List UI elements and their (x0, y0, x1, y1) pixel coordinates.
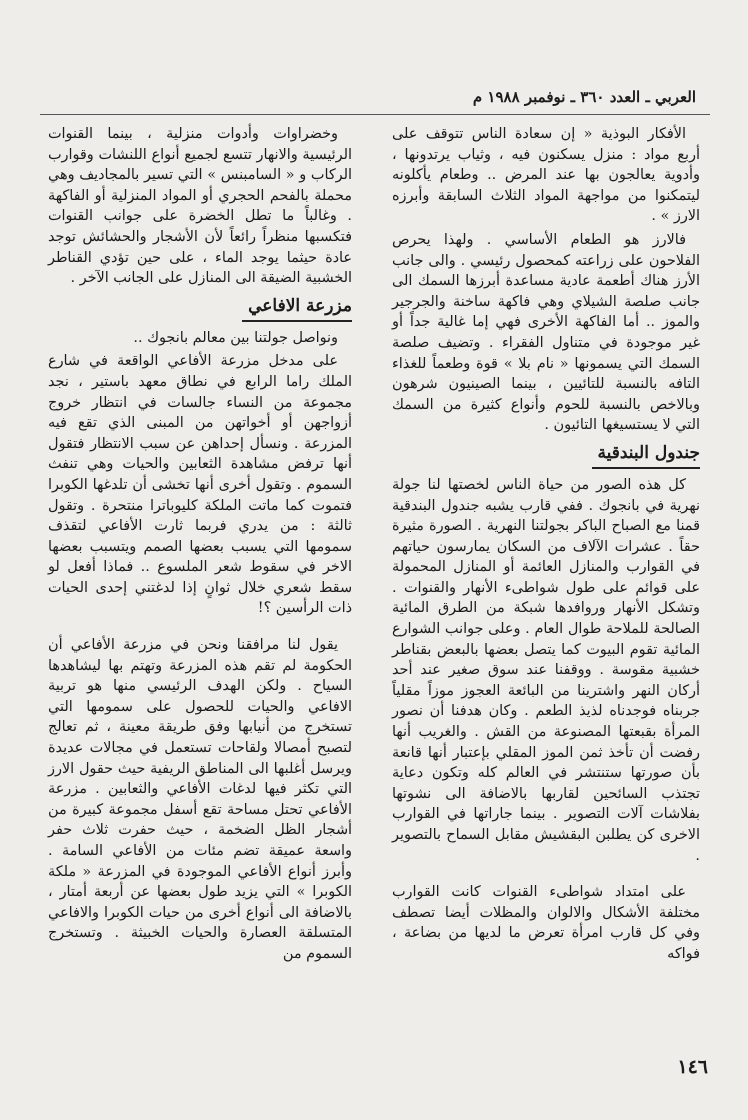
section-heading-text: مزرعة الافاعي (242, 293, 352, 322)
paragraph: الأفكار البوذية « إن سعادة الناس تتوقف على أربع مواد : منزل يسكنون فيه ، وثياب يرتدونها ، وأدوية يعالجون بها عند المرض .. وطعام يأكلونه ليتمكنوا من مواجهة المواد الثلاث السابقة وأبرزه الارز » . (392, 126, 700, 225)
paragraph: على مدخل مزرعة الأفاعي الواقعة في شارع الملك راما الرابع في نطاق معهد باستير ، نجد مجموعة من النساء جالسات في انتظار خروج أزواجهن أو أخواتهن من المبنى الذي تقع فيه المزرعة . ونسأل إحداهن عن سبب الانتظار فتقول أنها ترفض مشاهدة الثعابين والحيات وهي تنفث السموم . وتقول أخرى أنها تخشى أن تلدغها الكوبرا فتموت كما ماتت الملكة كليوباترا منتحرة . وتقول ثالثة : من يدري فربما ثارت الأفاعي لتقذف سمومها التي يسبب بعضها الصمم ويتسبب بعضها الاخر في سقوط شعر الملسوع .. فماذا أفعل لو سقط شعري خلال ثوانٍ إذا لدغتني إحدى الحيات ذات الرأسين ؟! (48, 353, 352, 617)
paragraph: على امتداد شواطىء القنوات كانت القوارب مختلفة الأشكال والالوان والمظلات أيضا تصطف وفي كل قارب امرأة تعرض ما لديها من بضاعة ، فواكه (392, 884, 700, 962)
right-column (392, 124, 700, 965)
section-heading-snake-farm (48, 293, 352, 322)
section-heading-gondola (392, 440, 700, 469)
section-heading-text: جندول البندقية (592, 440, 701, 469)
paragraph: وخضراوات وأدوات منزلية ، بينما القنوات الرئيسية والانهار تتسع لجميع أنواع اللنشات وقوارب الركاب و « السامبنس » التي تسير بالمجاديف وهي محملة بالفحم الحجري أو المواد المنزلية أو الفاكهة . وغالباً ما تطل الخضرة على جوانب القنوات فتكسبها منظراً رائعاً لأن الأشجار والحشائش توجد عادة حيثما يوجد الماء ، على حين تؤدي القناطر الخشبية الضيقة الى المنازل على الجانب الآخر . (48, 126, 352, 287)
paragraph: ونواصل جولتنا بين معالم بانجوك .. (133, 329, 338, 346)
page-number: ١٤٦ (677, 1056, 708, 1078)
header-rule (40, 114, 710, 115)
running-header: العربي ـ العدد ٣٦٠ ـ نوفمبر ١٩٨٨ م (472, 88, 696, 106)
paragraph: يقول لنا مرافقنا ونحن في مزرعة الأفاعي أن الحكومة لم تقم هذه المزرعة وتهتم بها ليشاهدها السياح . ولكن الهدف الرئيسي منها هو تربية الافاعي والحيات للحصول على سمومها التي تستخرج من أنيابها وفق طريقة معينة ، ثم تعالج لتصبح أمصالا ولقاحات تستعمل في مجالات عديدة ويرسل أغلبها الى المناطق الريفية حيث حقول الارز التي تكثر فيها لدغات الأفاعي والثعابين . مزرعة الأفاعي تحتل مساحة تقع أسفل مجموعة كبيرة من أشجار الظل الضخمة ، حيث حفرت ثلاث حفر واسعة عميقة تضم مئات من الأفاعي السامة . وأبرز أنواع الأفاعي الموجودة في المزرعة « ملكة الكوبرا » التي يزيد طول بعضها عن أربعة أمتار ، بالاضافة الى أنواع أخرى من حيات الكوبرا والافاعي المتسلقة العصارة والحيات الخبيثة . وتستخرج السموم من (48, 637, 352, 962)
paragraph: كل هذه الصور من حياة الناس لخصتها لنا جولة نهرية في بانجوك . ففي قارب يشبه جندول البندقية قمنا مع الصباح الباكر بجولتنا النهرية . الصورة مثيرة حقاً . عشرات الآلاف من السكان يمارسون حياتهم في القوارب والمنازل العائمة أو المنازل المحمولة على قوائم على طول شواطىء الأنهار والقنوات . وتشكل الأنهار وروافدها شبكة من الطرق المائية الصالحة للملاحة طوال العام . وعلى جوانب الشوارع المائية تقوم البيوت كما يتصل بعضها بالبعض بقناطر خشبية مقوسة . ووقفنا عند سوق صغير عند أحد أركان النهر واشترينا من البائعة العجوز موزاً مقلياً جربناه فوجدناه لذيذ الطعم . وكان هدفنا أن نصور المرأة بقبعتها المصنوعة من القش . والغريب أنها رفضت أن تأخذ ثمن الموز المقلي بإعتبار أنها قانعة بأن صورتها ستنتشر في العالم كله وتكون دعاية تجتذب السائحين لقاربها بالاضافة الى نشوتها بفلاشات آلات التصوير . بينما جاراتها في القوارب الاخرى كن يطلبن البقشيش مقابل السماح بالتصوير . (392, 476, 700, 864)
left-column (48, 124, 352, 965)
paragraph: فالارز هو الطعام الأساسي . ولهذا يحرص الفلاحون على زراعته كمحصول رئيسي . والى جانب الأرز هناك أطعمة عادية مساعدة أبرزها السمك الى جانب صلصة الشيلاي وهي فاكهة ساخنة والجرجير والموز .. أما الفاكهة الأخرى فهي إما غالية جداً أو غير موجودة في متناول الفقراء . وتضيف صلصة السمك التي يسمونها « نام بلا » قوة وطعماً للغذاء التافه بالنسبة للتائيين ، بينما الصينيون شرهون وبالاخص بالنسبة للحوم وأنواع كثيرة من السمك التي لا يستسيغها التائيون . (392, 231, 700, 434)
